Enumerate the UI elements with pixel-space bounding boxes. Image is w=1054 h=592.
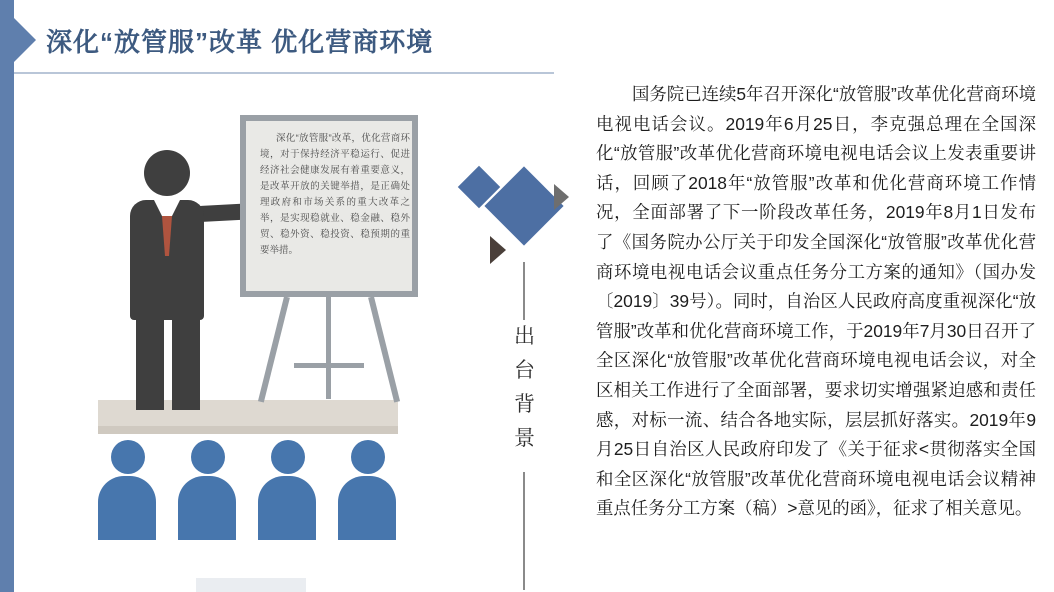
page-title: 深化“放管服”改革 优化营商环境 (46, 27, 434, 57)
audience-member (338, 440, 396, 540)
whiteboard (240, 115, 418, 297)
section-label: 出台背景 (514, 325, 536, 450)
section-connector (462, 150, 572, 590)
triangle-right-icon (554, 184, 569, 210)
audience-member (178, 440, 236, 540)
presentation-illustration (40, 95, 460, 565)
audience-head (111, 440, 145, 474)
audience-member (98, 440, 156, 540)
easel-center-leg (326, 297, 331, 399)
audience-body (178, 476, 236, 540)
presenter-figure (118, 150, 238, 405)
easel-left-leg (258, 296, 290, 402)
triangle-right-icon (14, 18, 36, 62)
diamond-shape-icon (484, 166, 563, 245)
audience-member (258, 440, 316, 540)
easel-board (240, 115, 430, 405)
audience-head (271, 440, 305, 474)
header-divider (14, 72, 554, 74)
easel-right-leg (368, 296, 400, 402)
audience-head (191, 440, 225, 474)
presenter-leg-right (172, 315, 200, 410)
audience-body (258, 476, 316, 540)
presenter-head (144, 150, 190, 196)
connector-line-top (523, 262, 525, 320)
stage-shadow (98, 426, 398, 434)
audience-head (351, 440, 385, 474)
audience-body (338, 476, 396, 540)
slide-header (14, 8, 554, 70)
audience-body (98, 476, 156, 540)
connector-line-bottom (523, 472, 525, 590)
whiteboard-text: 深化“放管服”改革，优化营商环境，对于保持经济平稳运行、促进经济社会健康发展有着重要意义，是改革开放的关键举措，是正确处理政府和市场关系的重大改革之举，是实现稳就业、稳金融、稳外贸、稳外资、稳投资、稳预期的重要举措。 (260, 133, 410, 256)
left-accent-bar (0, 0, 14, 592)
body-paragraph: 国务院已连续5年召开深化“放管服”改革优化营商环境电视电话会议。2019年6月25日，李克强总理在全国深化“放管服”改革优化营商环境电视电话会议上发表重要讲话，回顾了2018年“放管服”改革和优化营商环境工作情况，全面部署了下一阶段改革任务，2019年8月1日发布了《国务院办公厅关于印发全国深化“放管服”改革优化营商环境电视电话会议重点任务分工方案的通知》（国办发〔2019〕39号）。同时，自治区人民政府高度重视深化“放管服”改革和优化营商环境工作，于2019年7月30日召开了全区深化“放管服”改革优化营商环境电视电话会议，对全区相关工作进行了全面部署，要求切实增强紧迫感和责任感，对标一流、结合各地实际，层层抓好落实。2019年9月25日自治区人民政府印发了《关于征求<贯彻落实全国和全区深化“放管服”改革优化营商环境电视电话会议精神重点任务分工方案（稿）>意见的函》，征求了相关意见。 (596, 84, 1036, 519)
triangle-right-icon (490, 236, 506, 264)
bottom-artifact (196, 578, 306, 592)
presenter-leg-left (136, 315, 164, 410)
easel-crossbar (294, 363, 364, 368)
